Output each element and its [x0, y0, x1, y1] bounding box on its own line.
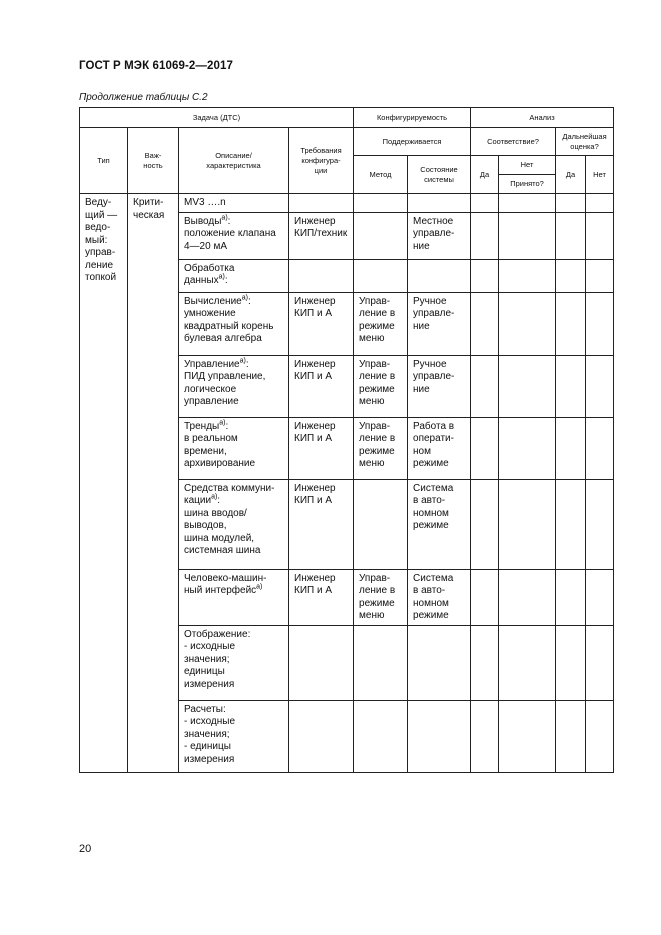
description-title: Средства коммуни- кации — [184, 482, 275, 506]
analysis-cell — [556, 259, 586, 292]
analysis-cell — [471, 259, 499, 292]
footnote-marker: a) — [239, 357, 246, 365]
col-header-requirements: Требования конфигура- ции — [289, 128, 354, 194]
analysis-cell — [556, 355, 586, 417]
requirements-cell: Инженер КИП и А — [294, 358, 336, 382]
method-cell — [354, 194, 407, 199]
description-rest: : в реальном времени, архивирование — [184, 420, 256, 469]
footnote-marker: a) — [221, 214, 228, 222]
footnote-marker: a) — [219, 419, 226, 427]
analysis-cell — [499, 625, 556, 700]
analysis-cell — [556, 569, 586, 625]
method-cell — [354, 626, 407, 631]
analysis-cell — [471, 355, 499, 417]
method-cell — [354, 213, 407, 218]
requirements-cell — [289, 701, 353, 706]
requirements-cell — [289, 626, 353, 631]
state-cell — [408, 701, 470, 706]
col-header-match: Соответствие? — [471, 128, 556, 156]
col-header-accepted: Принято? — [499, 175, 556, 194]
analysis-cell — [471, 212, 499, 259]
analysis-cell — [586, 259, 614, 292]
description-title: Обработка данных — [184, 262, 235, 286]
description-cell: Расчеты: - исходные значения; - единицы измерения — [184, 703, 236, 765]
analysis-cell — [556, 479, 586, 569]
type-cell: Веду- щий — ведо- мый: управ- ление топкой — [85, 197, 118, 283]
requirements-cell: Инженер КИП и А — [294, 572, 336, 596]
col-header-description: Описание/ характеристика — [179, 128, 289, 194]
analysis-cell — [556, 212, 586, 259]
analysis-cell — [556, 625, 586, 700]
group-header-config: Конфигурируемость — [354, 108, 471, 128]
state-cell — [408, 194, 470, 199]
col-header-importance: Важ- ность — [128, 128, 179, 194]
analysis-cell — [499, 479, 556, 569]
analysis-cell — [471, 625, 499, 700]
requirements-cell: Инженер КИП и А — [294, 482, 336, 506]
col-header-no2: Нет — [586, 156, 614, 194]
analysis-cell — [499, 417, 556, 479]
footnote-marker: a) — [218, 273, 225, 281]
description-cell — [179, 260, 288, 290]
method-cell — [354, 701, 407, 706]
analysis-cell — [499, 212, 556, 259]
col-header-yes: Да — [471, 156, 499, 194]
analysis-cell — [586, 212, 614, 259]
table-row — [80, 194, 614, 213]
analysis-cell — [499, 292, 556, 355]
analysis-cell — [499, 259, 556, 292]
requirements-table — [79, 107, 614, 773]
state-cell: Система в авто- номном режиме — [413, 572, 454, 621]
analysis-cell — [586, 355, 614, 417]
table-caption: Продолжение таблицы С.2 — [79, 92, 208, 103]
analysis-cell — [586, 625, 614, 700]
analysis-cell — [499, 355, 556, 417]
analysis-cell — [499, 700, 556, 772]
group-header-task: Задача (ДТС) — [80, 108, 354, 128]
analysis-cell — [499, 569, 556, 625]
analysis-cell — [586, 417, 614, 479]
analysis-cell — [556, 292, 586, 355]
analysis-cell — [471, 569, 499, 625]
description-cell — [179, 418, 288, 473]
analysis-cell — [471, 292, 499, 355]
description-cell — [179, 293, 288, 348]
description-cell — [179, 480, 288, 560]
description-rest: : ПИД управление, логическое управление — [184, 358, 266, 407]
analysis-cell — [471, 417, 499, 479]
description-title: Человеко-машин- ный интерфейс — [184, 572, 267, 596]
state-cell: Местное управле- ние — [413, 215, 455, 252]
method-cell: Управ- ление в режиме меню — [359, 358, 396, 407]
analysis-cell — [471, 194, 499, 213]
method-cell: Управ- ление в режиме меню — [359, 420, 396, 469]
col-header-type: Тип — [80, 128, 128, 194]
analysis-cell — [586, 292, 614, 355]
analysis-cell — [471, 479, 499, 569]
col-header-yes2: Да — [556, 156, 586, 194]
analysis-cell — [471, 700, 499, 772]
col-header-no: Нет — [499, 156, 556, 175]
col-header-further: Дальнейшая оценка? — [556, 128, 614, 156]
requirements-cell: Инженер КИП и А — [294, 295, 336, 319]
requirements-cell — [289, 260, 353, 265]
group-header-analysis: Анализ — [471, 108, 614, 128]
analysis-cell — [556, 194, 586, 213]
description-cell: Отображение: - исходные значения; единицы измерения — [184, 628, 251, 690]
description-title: Вычисление — [184, 295, 242, 307]
analysis-cell — [556, 417, 586, 479]
col-header-state: Состояние системы — [408, 156, 471, 194]
method-cell — [354, 260, 407, 265]
state-cell: Ручное управле- ние — [413, 358, 455, 395]
analysis-cell — [499, 194, 556, 213]
description-rest: : умножение квадратный корень булевая алгебра — [184, 295, 274, 344]
state-cell: Ручное управле- ние — [413, 295, 455, 332]
method-cell — [354, 480, 407, 485]
state-cell: Работа в операти- ном режиме — [413, 420, 455, 469]
analysis-cell — [586, 569, 614, 625]
footnote-marker: a) — [211, 493, 218, 501]
importance-cell: Крити- ческая — [133, 197, 165, 221]
description-cell — [179, 356, 288, 411]
footnote-marker: a) — [241, 294, 248, 302]
state-cell: Система в авто- номном режиме — [413, 482, 454, 531]
state-cell — [408, 626, 470, 631]
description-title: Выводы — [184, 215, 222, 227]
requirements-cell: Инженер КИП/техник — [294, 215, 348, 239]
state-cell — [408, 260, 470, 265]
description-cell — [179, 213, 288, 256]
page-number: 20 — [79, 843, 92, 855]
col-header-method: Метод — [354, 156, 408, 194]
analysis-cell — [556, 700, 586, 772]
description-cell: MV3 ….n — [184, 197, 226, 208]
description-rest: : положение клапана 4—20 мА — [184, 215, 276, 252]
footnote-marker: a) — [256, 583, 263, 591]
method-cell: Управ- ление в режиме меню — [359, 295, 396, 344]
analysis-cell — [586, 194, 614, 213]
col-header-supported: Поддерживается — [354, 128, 471, 156]
document-header: ГОСТ Р МЭК 61069-2—2017 — [79, 60, 233, 72]
analysis-cell — [586, 700, 614, 772]
description-title: Тренды — [184, 420, 220, 432]
description-rest: : — [224, 275, 228, 286]
description-rest: : шина вводов/ выводов, шина модулей, системная шина — [184, 495, 261, 556]
description-cell — [179, 570, 288, 600]
description-title: Управление — [184, 358, 240, 370]
requirements-cell: Инженер КИП и А — [294, 420, 336, 444]
method-cell: Управ- ление в режиме меню — [359, 572, 396, 621]
analysis-cell — [586, 479, 614, 569]
requirements-cell — [289, 194, 353, 199]
